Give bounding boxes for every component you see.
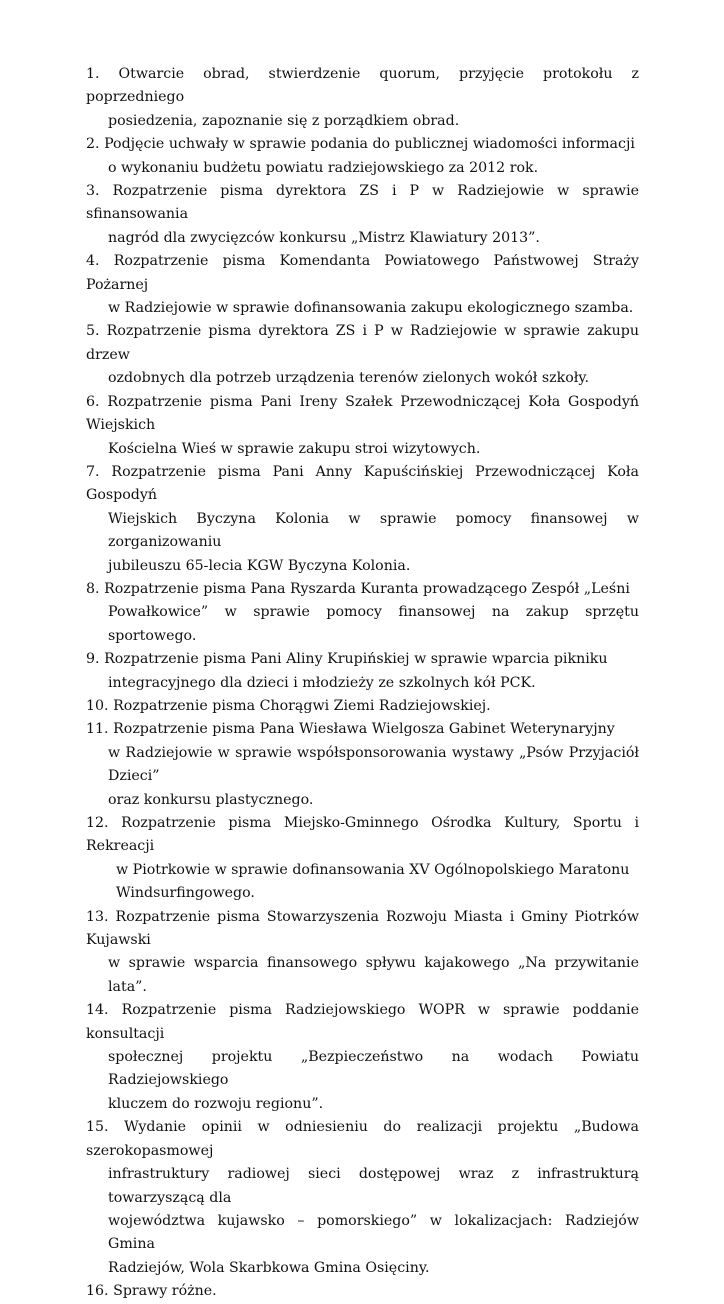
agenda-item-continuation: Kościelna Wieś w sprawie zakupu stroi wizytowych. — [108, 440, 481, 457]
agenda-item-continuation: w Radziejowie w sprawie współsponsorowania wystawy „Psów Przyjaciół Dzieci” — [108, 744, 639, 785]
agenda-item-text: Rozpatrzenie pisma Stowarzyszenia Rozwoju Miasta i Gminy Piotrków Kujawski — [86, 908, 639, 949]
agenda-item-text: Rozpatrzenie pisma Chorągwi Ziemi Radziejowskiej. — [113, 697, 491, 714]
agenda-item-continuation: jubileuszu 65-lecia KGW Byczyna Kolonia. — [108, 557, 411, 574]
agenda-item-first-line — [86, 695, 639, 718]
agenda-item — [86, 133, 639, 180]
agenda-item-number: 8. — [86, 580, 100, 597]
agenda-item-number: 14. — [86, 1002, 109, 1019]
agenda-item — [86, 1116, 639, 1280]
agenda-item — [86, 461, 639, 578]
agenda-item-number: 3. — [86, 183, 100, 200]
agenda-item — [86, 718, 639, 812]
agenda-item — [86, 250, 639, 320]
agenda-item-continuation: województwa kujawsko – pomorskiego” w lokalizacjach: Radziejów Gmina — [108, 1212, 639, 1253]
agenda-item-first-line — [86, 648, 639, 671]
agenda-item-continuation: kluczem do rozwoju regionu”. — [108, 1095, 324, 1112]
agenda-item — [86, 391, 639, 461]
agenda-item-first-line — [86, 718, 639, 741]
agenda-item-number: 11. — [86, 721, 109, 738]
agenda-item-text: Sprawy różne. — [113, 1283, 217, 1300]
agenda-item-text: Rozpatrzenie pisma Pani Anny Kapuścińskiej Przewodniczącej Koła Gospodyń — [86, 463, 639, 504]
agenda-item — [86, 320, 639, 390]
agenda-item-first-line — [86, 1116, 639, 1163]
agenda-item — [86, 1280, 639, 1303]
agenda-item-first-line — [86, 250, 639, 297]
document-page — [86, 63, 639, 1304]
agenda-item-text: Rozpatrzenie pisma Pani Ireny Szałek Przewodniczącej Koła Gospodyń Wiejskich — [86, 393, 640, 434]
agenda-item-continuation: Radziejów, Wola Skarbkowa Gmina Osięciny. — [108, 1259, 430, 1276]
agenda-item — [86, 812, 639, 906]
agenda-item-text: Rozpatrzenie pisma Miejsko-Gminnego Ośrodka Kultury, Sportu i Rekreacji — [86, 815, 639, 855]
agenda-item-continuation: w sprawie wsparcia finansowego spływu kajakowego „Na przywitanie lata”. — [108, 955, 639, 995]
agenda-item — [86, 578, 639, 648]
agenda-item-continuation: infrastruktury radiowej sieci dostępowej wraz z infrastrukturą towarzyszącą dla — [108, 1166, 639, 1206]
agenda-item — [86, 906, 639, 1000]
agenda-item-text: Rozpatrzenie pisma Pana Wiesława Wielgosza Gabinet Weterynaryjny — [113, 721, 615, 738]
agenda-item-first-line — [86, 578, 639, 601]
agenda-item-first-line — [86, 63, 639, 110]
agenda-item — [86, 180, 639, 250]
agenda-item-first-line — [86, 906, 639, 953]
agenda-item-number: 5. — [86, 323, 100, 340]
agenda-item — [86, 63, 639, 133]
agenda-item-text: Otwarcie obrad, stwierdzenie quorum, przyjęcie protokołu z poprzedniego — [86, 66, 639, 106]
agenda-item-number: 6. — [86, 393, 100, 410]
agenda-item-first-line — [86, 180, 639, 227]
agenda-item-text: Rozpatrzenie pisma Pana Ryszarda Kuranta prowadzącego Zespół „Leśni — [104, 580, 630, 597]
agenda-item-continuation: ozdobnych dla potrzeb urządzenia terenów zielonych wokół szkoły. — [108, 370, 589, 387]
agenda-item-first-line — [86, 391, 639, 438]
agenda-item-text: Rozpatrzenie pisma dyrektora ZS i P w Radziejowie w sprawie sfinansowania — [86, 183, 640, 223]
agenda-item-continuation: posiedzenia, zapoznanie się z porządkiem obrad. — [108, 112, 460, 129]
agenda-item-text: Wydanie opinii w odniesieniu do realizacji projektu „Budowa szerokopasmowej — [86, 1119, 639, 1159]
agenda-item-first-line — [86, 1280, 639, 1303]
agenda-item — [86, 695, 639, 718]
agenda-item-number: 15. — [86, 1119, 109, 1136]
agenda-item-number: 12. — [86, 815, 109, 831]
agenda-item-text: Rozpatrzenie pisma Komendanta Powiatowego Państwowej Straży Pożarnej — [86, 253, 639, 293]
agenda-item-continuation: społecznej projektu „Bezpieczeństwo na wodach Powiatu Radziejowskiego — [108, 1049, 639, 1089]
agenda-item-continuation: integracyjnego dla dzieci i młodzieży ze szkolnych kół PCK. — [108, 674, 536, 691]
agenda-item — [86, 999, 639, 1116]
agenda-item-continuation: Wiejskich Byczyna Kolonia w sprawie pomocy finansowej w zorganizowaniu — [108, 510, 639, 551]
agenda-item-number: 13. — [86, 908, 109, 925]
agenda-item-continuation: Powałkowice” w sprawie pomocy finansowej na zakup sprzętu sportowego. — [108, 604, 639, 644]
agenda-item-first-line — [86, 133, 639, 156]
agenda-item-text: Rozpatrzenie pisma Pani Aliny Krupińskiej w sprawie wparcia pikniku — [104, 651, 608, 668]
agenda-item-continuation: oraz konkursu plastycznego. — [108, 791, 314, 808]
agenda-item-number: 1. — [86, 66, 100, 82]
agenda-item-first-line — [86, 812, 639, 859]
agenda-item-first-line — [86, 999, 639, 1046]
agenda-item-number: 9. — [86, 651, 100, 668]
agenda-item-number: 16. — [86, 1283, 109, 1300]
agenda-item-text: Rozpatrzenie pisma Radziejowskiego WOPR w sprawie poddanie konsultacji — [86, 1002, 639, 1042]
agenda-item-continuation: w Radziejowie w sprawie dofinansowania zakupu ekologicznego szamba. — [108, 300, 634, 317]
agenda-item-text: Rozpatrzenie pisma dyrektora ZS i P w Radziejowie w sprawie zakupu drzew — [86, 323, 640, 363]
agenda-list — [86, 63, 639, 1304]
agenda-item-text: Podjęcie uchwały w sprawie podania do publicznej wiadomości informacji — [104, 136, 635, 153]
agenda-item-number: 7. — [86, 463, 100, 480]
agenda-item-number: 2. — [86, 136, 100, 153]
agenda-item — [86, 648, 639, 695]
agenda-item-first-line — [86, 461, 639, 508]
agenda-item-continuation: Windsurfingowego. — [116, 885, 255, 902]
agenda-item-continuation: w Piotrkowie w sprawie dofinansowania XV Ogólnopolskiego Maratonu — [116, 861, 630, 878]
agenda-item-continuation: o wykonaniu budżetu powiatu radziejowskiego za 2012 rok. — [108, 159, 539, 176]
agenda-item-continuation: nagród dla zwycięzców konkursu „Mistrz Klawiatury 2013”. — [108, 229, 540, 246]
agenda-item-number: 4. — [86, 253, 100, 270]
agenda-item-first-line — [86, 320, 639, 367]
agenda-item-number: 10. — [86, 697, 109, 714]
